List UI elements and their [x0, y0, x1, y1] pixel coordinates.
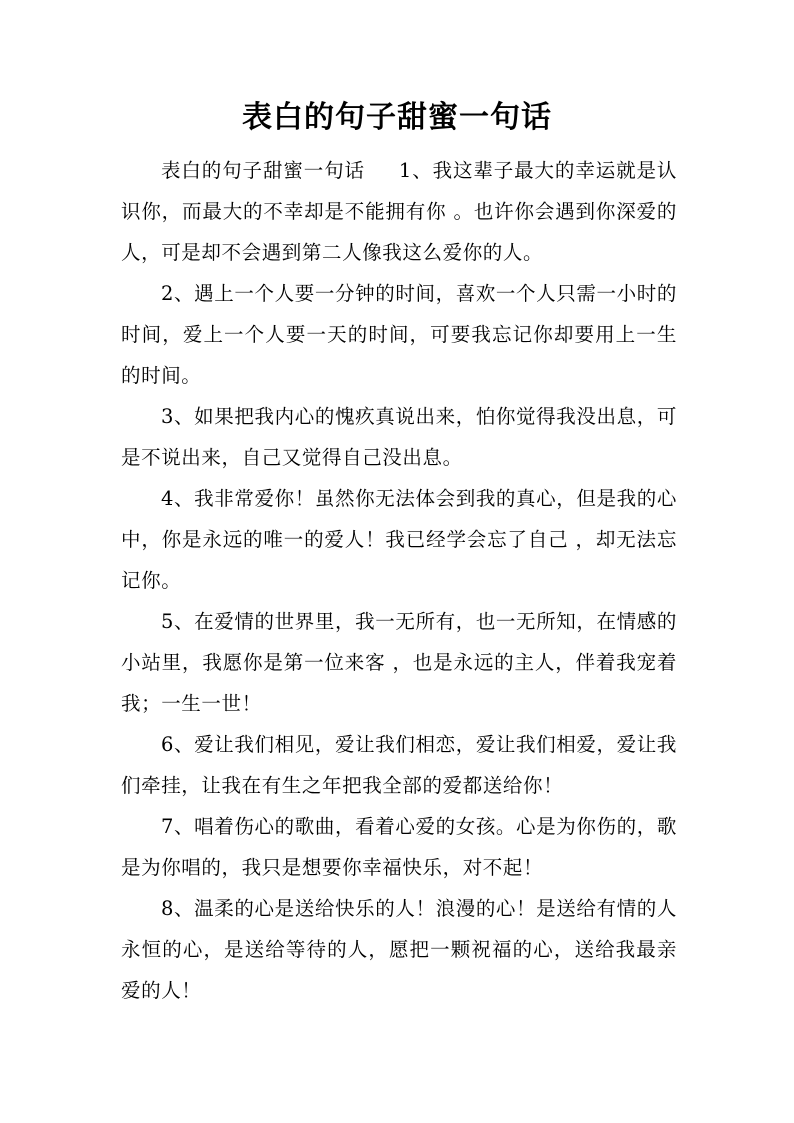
paragraph-7: 7、唱着伤心的歌曲，看着心爱的女孩。心是为你伤的，歌是为你唱的，我只是想要你幸福快乐，对不起！	[121, 815, 677, 879]
document-title: 表白的句子甜蜜一句话	[242, 100, 552, 135]
paragraph-3: 3、如果把我内心的愧疚真说出来，怕你觉得我没出息，可是不说出来，自己又觉得自己没出息。	[121, 405, 677, 469]
paragraph-6: 6、爱让我们相见，爱让我们相恋，爱让我们相爱，爱让我们牵挂，让我在有生之年把我全部的爱都送给你！	[121, 733, 677, 797]
paragraph-8: 8、温柔的心是送给快乐的人！浪漫的心！是送给有情的人永恒的心，是送给等待的人，愿把一颗祝福的心，送给我最亲爱的人！	[121, 897, 677, 1002]
intro-label: 表白的句子甜蜜一句话	[161, 159, 365, 182]
paragraph-1	[121, 150, 677, 273]
paragraph-2: 2、遇上一个人要一分钟的时间，喜欢一个人只需一小时的时间，爱上一个人要一天的时间，可要我忘记你却要用上一生的时间。	[121, 282, 677, 387]
paragraph-1-text: 1、我这辈子最大的幸运就是认识你，而最大的不幸却是不能拥有你 。也许你会遇到你深爱的人，可是却不会遇到第二人像我这么爱你的人。	[121, 159, 677, 264]
document-body	[121, 150, 677, 1011]
paragraph-5: 5、在爱情的世界里，我一无所有，也一无所知，在情感的小站里，我愿你是第一位来客 ，也是永远的主人，伴着我宠着我；一生一世！	[121, 610, 677, 715]
paragraph-4: 4、我非常爱你！虽然你无法体会到我的真心，但是我的心中，你是永远的唯一的爱人！我已经学会忘了自己 ，却无法忘记你。	[121, 487, 677, 592]
